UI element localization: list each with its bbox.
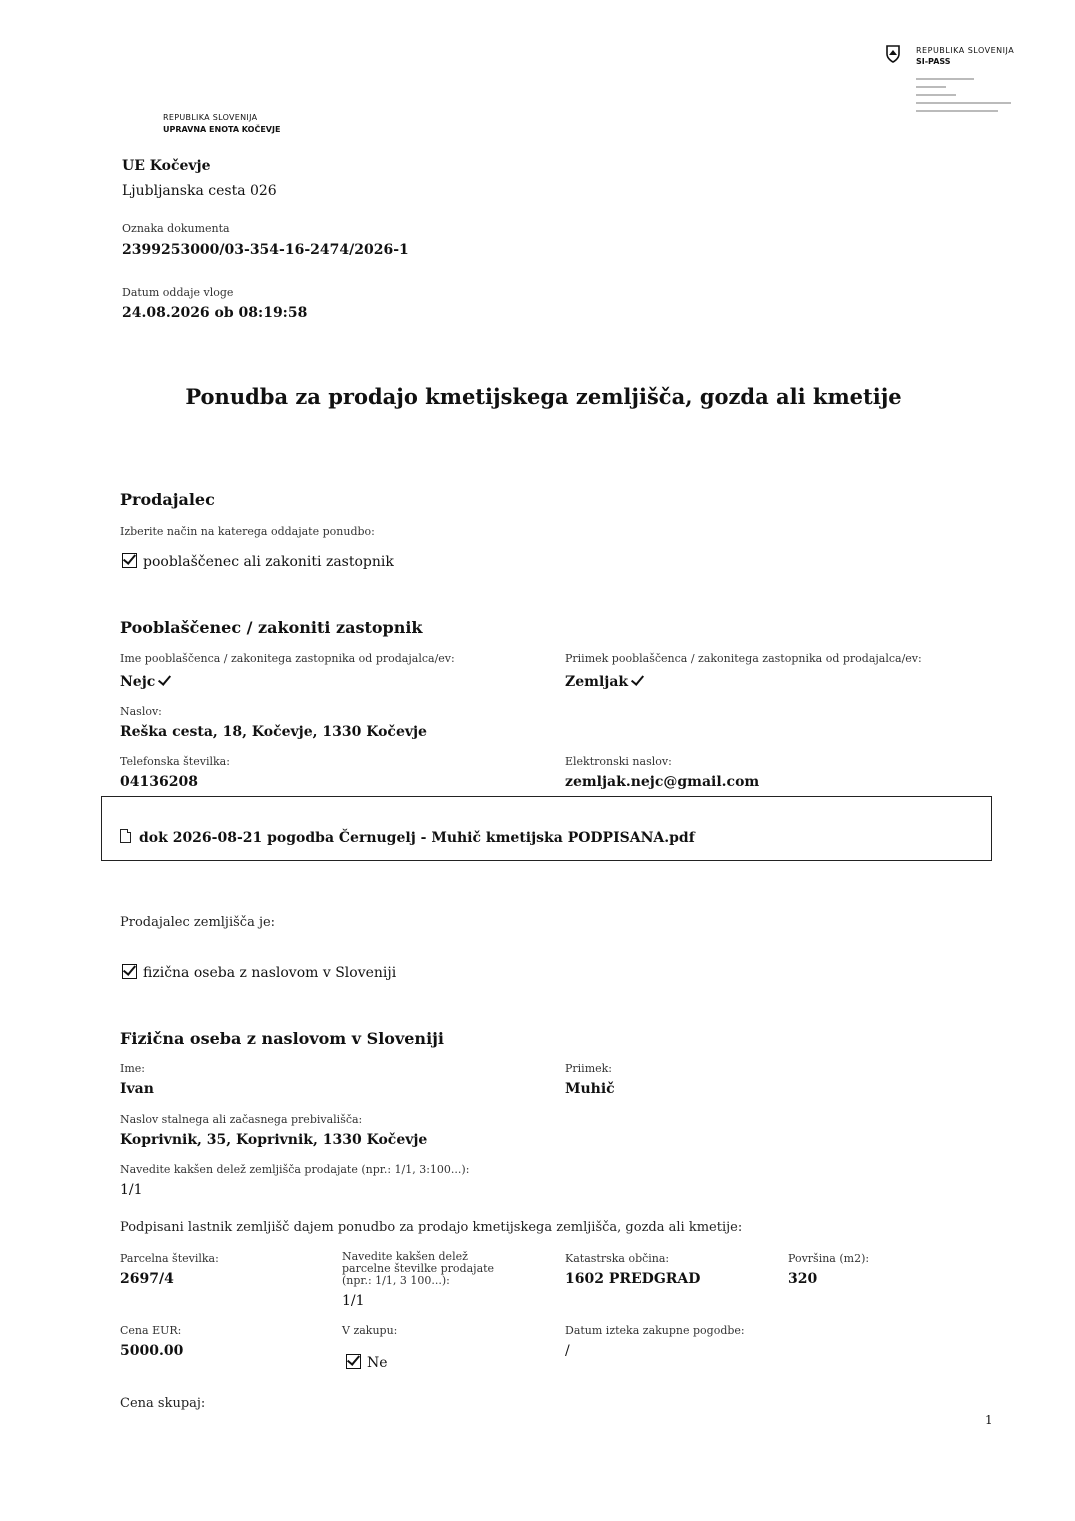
- parcel-value: 2697/4: [120, 1271, 174, 1287]
- land-seller-choice-label: fizična oseba z naslovom v Sloveniji: [143, 965, 397, 981]
- person-last-name-label: Priimek:: [565, 1062, 613, 1075]
- cadastral-label: Katastrska občina:: [565, 1252, 670, 1265]
- area-label: Površina (m2):: [788, 1252, 870, 1265]
- checkbox-checked-icon: [122, 964, 137, 979]
- attachment-file[interactable]: [120, 829, 695, 846]
- rep-address-label: Naslov:: [120, 705, 162, 718]
- submitted-label: Datum oddaje vloge: [122, 286, 234, 299]
- land-seller-choice: [122, 964, 396, 981]
- checkbox-checked-icon: [346, 1354, 361, 1369]
- total-label: Cena skupaj:: [120, 1396, 206, 1411]
- rep-address: Reška cesta, 18, Kočevje, 1330 Kočevje: [120, 724, 427, 740]
- person-address: Koprivnik, 35, Koprivnik, 1330 Kočevje: [120, 1132, 428, 1148]
- page-number: 1: [985, 1413, 993, 1427]
- header-right-fineprint: [916, 78, 1016, 112]
- rep-phone: 04136208: [120, 774, 198, 790]
- representative-heading: Pooblaščenec / zakoniti zastopnik: [120, 618, 423, 637]
- price-value: 5000.00: [120, 1343, 184, 1359]
- parcel-share-value: 1/1: [342, 1293, 365, 1309]
- person-share: 1/1: [120, 1182, 143, 1198]
- person-heading: Fizična oseba z naslovom v Sloveniji: [120, 1029, 445, 1048]
- lease-end-value: /: [565, 1343, 570, 1359]
- header-right-line2: SI-PASS: [916, 57, 951, 66]
- doc-id-label: Oznaka dokumenta: [122, 222, 230, 235]
- parcel-label: Parcelna številka:: [120, 1252, 219, 1265]
- lease-value-label: Ne: [367, 1355, 388, 1371]
- person-first-name-label: Ime:: [120, 1062, 145, 1075]
- price-label: Cena EUR:: [120, 1324, 182, 1337]
- offer-intro: Podpisani lastnik zemljišč dajem ponudbo za prodajo kmetijskega zemljišča, gozda ali kmetije:: [120, 1220, 743, 1235]
- page-title: Ponudba za prodajo kmetijskega zemljišča, gozda ali kmetije: [185, 384, 902, 409]
- seller-choose-label: Izberite način na katerega oddajate ponudbo:: [120, 525, 375, 538]
- person-first-name: Ivan: [120, 1081, 154, 1097]
- file-icon: [120, 829, 131, 843]
- recipient-address: Ljubljanska cesta 026: [122, 183, 277, 199]
- lease-end-label: Datum izteka zakupne pogodbe:: [565, 1324, 745, 1337]
- person-share-label: Navedite kakšen delež zemljišča prodajate (npr.: 1/1, 3:100...):: [120, 1163, 470, 1176]
- rep-first-name: [120, 673, 168, 690]
- rep-last-name-label: Priimek pooblaščenca / zakonitega zastopnika od prodajalca/ev:: [565, 652, 922, 665]
- person-address-label: Naslov stalnega ali začasnega prebivališča:: [120, 1113, 363, 1126]
- rep-email: zemljak.nejc@gmail.com: [565, 774, 760, 790]
- area-value: 320: [788, 1271, 818, 1287]
- rep-first-name-label: Ime pooblaščenca / zakonitega zastopnika od prodajalca/ev:: [120, 652, 455, 665]
- rep-last-name: [565, 673, 641, 690]
- attachment-filename: dok 2026-08-21 pogodba Černugelj - Muhič kmetijska PODPISANA.pdf: [139, 830, 695, 846]
- recipient-name: UE Kočevje: [122, 158, 211, 174]
- lease-value: [346, 1354, 388, 1371]
- parcel-share-label: Navedite kakšen delež parcelne številke prodajate (npr.: 1/1, 3 100...):: [342, 1250, 495, 1287]
- header-right-line1: REPUBLIKA SLOVENIJA: [916, 46, 1015, 55]
- attachment-box[interactable]: [101, 796, 992, 861]
- verified-check-icon: [631, 672, 644, 686]
- rep-last-name-value: Zemljak: [565, 674, 629, 690]
- header-left-line2: UPRAVNA ENOTA KOČEVJE: [163, 125, 281, 134]
- person-last-name: Muhič: [565, 1081, 615, 1097]
- rep-phone-label: Telefonska številka:: [120, 755, 230, 768]
- seller-choice-label: pooblaščenec ali zakoniti zastopnik: [143, 554, 394, 570]
- doc-id-value: 2399253000/03-354-16-2474/2026-1: [122, 242, 409, 258]
- cadastral-value: 1602 PREDGRAD: [565, 1271, 701, 1287]
- checkbox-checked-icon: [122, 553, 137, 568]
- land-seller-label: Prodajalec zemljišča je:: [120, 915, 276, 930]
- lease-label: V zakupu:: [342, 1324, 398, 1337]
- coat-of-arms-icon: [886, 45, 900, 63]
- seller-heading: Prodajalec: [120, 490, 215, 509]
- verified-check-icon: [158, 672, 171, 686]
- rep-first-name-value: Nejc: [120, 674, 156, 690]
- header-left-line1: REPUBLIKA SLOVENIJA: [163, 113, 258, 122]
- seller-choice: [122, 553, 394, 570]
- submitted-value: 24.08.2026 ob 08:19:58: [122, 305, 308, 321]
- rep-email-label: Elektronski naslov:: [565, 755, 672, 768]
